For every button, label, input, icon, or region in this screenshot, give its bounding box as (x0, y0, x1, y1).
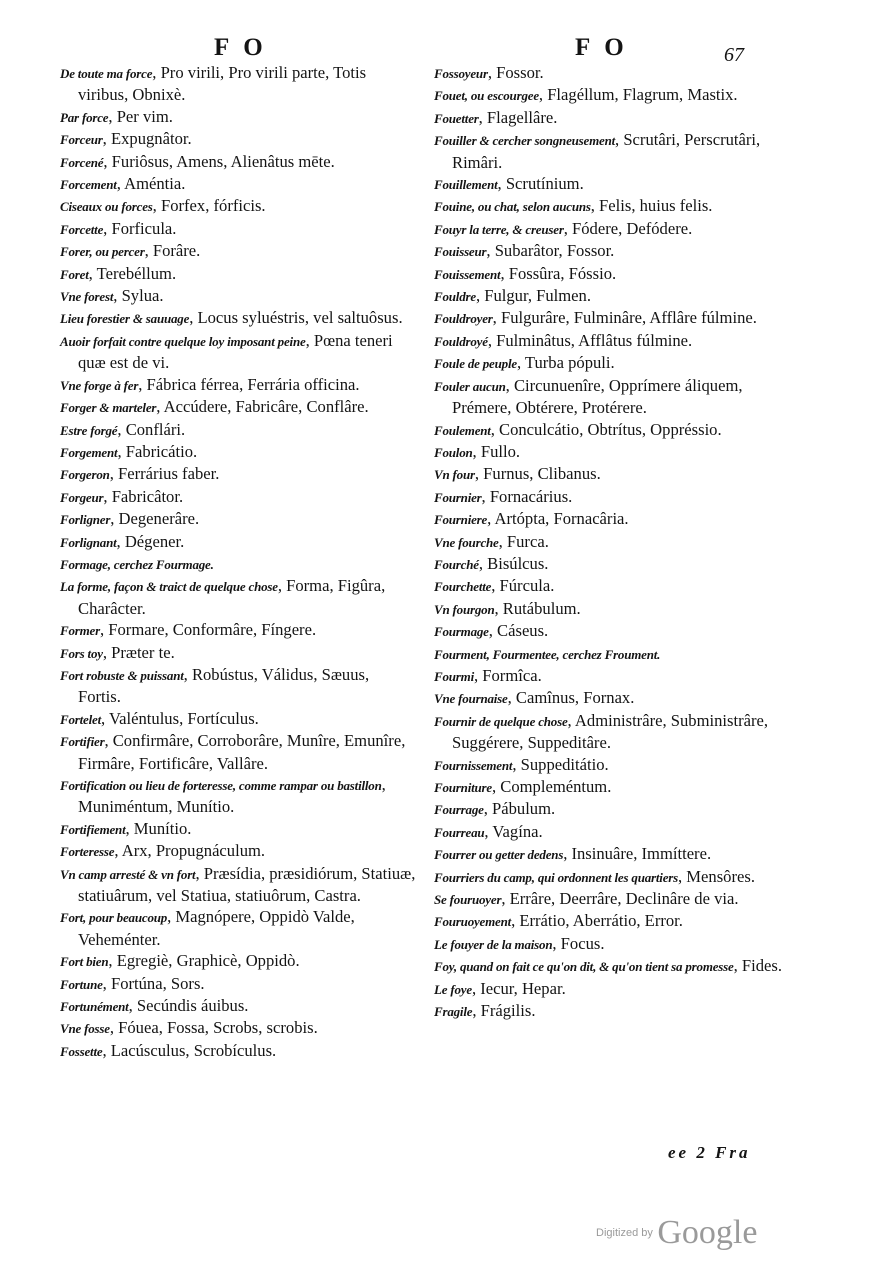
entry-translation: , Valéntulus, Fortículus. (101, 708, 259, 728)
entry-headword: Foulement (434, 422, 491, 438)
entry-translation: , Suppeditátio. (512, 754, 609, 774)
entry-headword: Vne fourche (434, 534, 499, 550)
dictionary-entry (60, 664, 416, 708)
entry-translation: , Pœna teneri quæ est de vi. (78, 330, 393, 373)
dictionary-entry (434, 776, 786, 798)
entry-headword: Fouillement (434, 177, 498, 193)
entry-headword: Forteresse (60, 844, 115, 860)
entry-headword: Lieu forestier & sauuage (60, 311, 190, 327)
dictionary-entry (60, 330, 416, 374)
entry-headword: Fouldroyé (434, 333, 488, 349)
dictionary-entry (434, 84, 786, 106)
entry-headword: De toute ma force (60, 66, 153, 81)
entry-translation: , Degenerâre. (110, 509, 200, 529)
entry-headword: Fourrage (434, 802, 484, 818)
entry-translation: , Améntia. (116, 174, 186, 194)
dictionary-entry (434, 463, 786, 485)
entry-headword: Fouisseur (434, 244, 487, 260)
entry-translation: , Felis, huius felis. (590, 196, 713, 216)
entry-headword: Fourment, Fourmentee, cerchez Froument. (434, 646, 661, 662)
dictionary-entry (60, 486, 416, 508)
entry-headword: Auoir forfait contre quelque loy imposant peine (60, 333, 306, 349)
entry-translation: , Vagína. (484, 821, 543, 841)
entry-headword: Fourreau (434, 824, 485, 840)
dictionary-entry (434, 173, 786, 195)
entry-headword: Vne forest (60, 289, 114, 305)
dictionary-entry (434, 195, 786, 217)
google-logo: Google (657, 1214, 758, 1251)
entry-headword: Formage, cerchez Fourmage. (60, 556, 214, 572)
dictionary-entry (434, 441, 786, 463)
entry-headword: Fourchette (434, 579, 492, 595)
entry-headword: Fors toy (60, 645, 103, 661)
dictionary-entry (60, 1017, 416, 1039)
entry-headword: Fouruoyement (434, 914, 512, 930)
entry-translation: , Forâre. (144, 241, 201, 261)
dictionary-entry (434, 798, 786, 820)
entry-headword: Vn fourgon (434, 601, 495, 617)
entry-headword: Fort bien (60, 954, 109, 970)
entry-translation: , Præsídia, præsidiórum, Statiuæ, statiuârum, vel Statiua, statiuôrum, Castra. (78, 863, 416, 906)
entry-translation: , Fulgur, Fulmen. (475, 286, 591, 306)
entry-translation: , Circunuenîre, Opprímere áliquem, Prémere, Obtérere, Protérere. (452, 375, 743, 418)
dictionary-entry (60, 818, 416, 840)
dictionary-entry (60, 396, 416, 418)
entry-translation: , Egregiè, Graphicè, Oppidò. (108, 951, 300, 971)
entry-translation: , Pábulum. (483, 799, 556, 819)
entry-headword: Foulon (434, 444, 473, 460)
entry-headword: Fortifier (60, 734, 105, 750)
dictionary-entry (60, 708, 416, 730)
entry-translation: , Fúrcula. (491, 576, 555, 596)
dictionary-entry (60, 307, 416, 329)
dictionary-entry (434, 553, 786, 575)
entry-headword: Forlignant (60, 534, 117, 550)
entry-translation: , Flagellâre. (478, 107, 558, 127)
entry-headword: Fouldroyer (434, 311, 493, 327)
entry-headword: Fournier (434, 489, 482, 505)
entry-headword: Fouissement (434, 266, 501, 282)
watermark-caption: Digitized by (596, 1227, 653, 1239)
entry-translation: , Terebéllum. (88, 263, 177, 283)
dictionary-entry (434, 978, 786, 1000)
entry-headword: Former (60, 623, 100, 639)
dictionary-entry (60, 906, 416, 950)
entry-translation: , Arx, Propugnáculum. (114, 841, 266, 861)
entry-translation: , Forfex, fórficis. (152, 196, 266, 216)
entry-translation: , Camînus, Fornax. (507, 688, 635, 708)
entry-headword: Fourmi (434, 668, 474, 684)
entry-headword: La forme, façon & traict de quelque chose (60, 579, 278, 595)
entry-headword: Forgeron (60, 467, 110, 483)
dictionary-entry (60, 463, 416, 485)
entry-headword: Fortunément (60, 999, 129, 1015)
dictionary-entry (434, 575, 786, 597)
entry-translation: , Expugnâtor. (102, 129, 192, 149)
entry-headword: Vn four (434, 467, 475, 483)
entry-translation: , Iecur, Hepar. (471, 978, 566, 998)
entry-headword: Fourniture (434, 780, 492, 795)
entry-headword: Fourrer ou getter dedens (434, 847, 564, 863)
entry-headword: Fortification ou lieu de forteresse, comme rampar ou bastillon (60, 778, 382, 793)
dictionary-entry (60, 840, 416, 862)
dictionary-entry (60, 642, 416, 664)
entry-translation: , Formare, Conformâre, Fíngere. (99, 620, 317, 640)
dictionary-entry (60, 619, 416, 641)
entry-headword: Vne fosse (60, 1021, 110, 1037)
dictionary-entry (434, 62, 786, 84)
entry-translation: , Furiôsus, Amens, Alienâtus mēte. (103, 151, 335, 171)
entry-translation: , Fossûra, Fóssio. (500, 263, 617, 283)
entry-translation: , Scrutâri, Perscrutâri, Rimâri. (452, 130, 761, 172)
entry-translation: , Ferrárius faber. (109, 464, 220, 484)
entry-headword: Fouiller & cercher songneusement (434, 133, 616, 149)
entry-translation: , Frágilis. (472, 1001, 536, 1021)
entry-translation: , Fulminâtus, Afflâtus fúlmine. (487, 330, 693, 350)
entry-translation: , Bisúlcus. (478, 553, 549, 573)
dictionary-entry (434, 710, 786, 754)
dictionary-entry (434, 129, 786, 173)
entry-headword: Se fouruoyer (434, 892, 502, 908)
dictionary-entry (434, 240, 786, 262)
entry-headword: Fortifiement (60, 821, 126, 837)
dictionary-entry (434, 821, 786, 843)
entry-headword: Ciseaux ou forces (60, 199, 153, 215)
entry-translation: , Fornacárius. (481, 486, 573, 506)
dictionary-entry (60, 374, 416, 396)
dictionary-entry (434, 263, 786, 285)
entry-headword: Le foye (434, 981, 472, 997)
entry-translation: , Dégener. (116, 531, 185, 551)
dictionary-entry (60, 173, 416, 195)
entry-translation: , Focus. (552, 933, 605, 953)
entry-headword: Foret (60, 266, 89, 282)
dictionary-entry (434, 866, 786, 888)
entry-headword: Fort robuste & puissant (60, 667, 184, 683)
dictionary-entry (60, 106, 416, 128)
entry-translation: , Secúndis áuibus. (128, 996, 249, 1016)
entry-headword: Fouine, ou chat, selon aucuns (434, 199, 591, 215)
dictionary-entry (60, 62, 416, 106)
entry-translation: , Præter te. (102, 642, 175, 662)
dictionary-entry (60, 128, 416, 150)
entry-translation: , Artópta, Fornacâria. (487, 509, 629, 529)
dictionary-entry (434, 508, 786, 530)
entry-translation: , Conculcátio, Obtrítus, Oppréssio. (490, 419, 722, 439)
entry-translation: , Fossor. (487, 63, 544, 82)
entry-translation: , Munítio. (125, 818, 192, 838)
dictionary-entry (60, 774, 416, 818)
dictionary-entry (434, 687, 786, 709)
entry-headword: Fort, pour beaucoup (60, 910, 168, 926)
entry-translation: , Per vim. (108, 106, 173, 126)
entry-headword: Forcette (60, 221, 104, 237)
entry-headword: Fournir de quelque chose (434, 713, 568, 729)
entry-headword: Fossette (60, 1043, 103, 1059)
entry-translation: , Compleméntum. (491, 777, 612, 796)
dictionary-entry (60, 441, 416, 463)
running-head-left: FO (214, 34, 277, 61)
page-number: 67 (724, 44, 744, 66)
entry-translation: , Conflári. (117, 419, 186, 439)
dictionary-entry (434, 285, 786, 307)
entry-headword: Par force (60, 109, 109, 125)
entry-translation: , Fortúna, Sors. (102, 973, 205, 993)
entry-headword: Estre forgé (60, 422, 118, 438)
entry-headword: Fortune (60, 976, 103, 992)
dictionary-entry (434, 307, 786, 329)
running-head-right: FO (575, 34, 638, 61)
entry-translation: , Scrutínium. (497, 174, 584, 194)
dictionary-entry (434, 643, 786, 665)
entry-translation: , Fábrica férrea, Ferrária officina. (138, 374, 360, 394)
entry-translation: , Rutábulum. (494, 598, 581, 618)
dictionary-entry (434, 665, 786, 687)
dictionary-entry (60, 285, 416, 307)
entry-headword: Forceur (60, 132, 103, 148)
entry-headword: Forger & marteler (60, 400, 157, 416)
entry-headword: Fouler aucun (434, 378, 506, 394)
entry-translation: , Mensôres. (678, 866, 755, 886)
dictionary-entry (434, 598, 786, 620)
dictionary-entry (434, 330, 786, 352)
entry-headword: Fourché (434, 556, 479, 572)
right-column (434, 62, 786, 1022)
dictionary-entry (434, 486, 786, 508)
entry-headword: Forer, ou percer (60, 244, 145, 260)
entry-translation: , Confirmâre, Corroborâre, Munîre, Emunîre, Firmâre, Fortificâre, Vallâre. (78, 731, 406, 773)
entry-headword: Forgement (60, 444, 118, 460)
entry-translation: , Formîca. (473, 665, 542, 685)
dictionary-entry (434, 620, 786, 642)
entry-translation: , Forma, Figûra, Charâcter. (78, 576, 386, 618)
entry-translation: , Cáseus. (488, 621, 549, 641)
dictionary-entry (434, 843, 786, 865)
dictionary-entry (60, 730, 416, 774)
entry-translation: , Muniméntum, Munítio. (78, 775, 386, 817)
dictionary-entry (60, 995, 416, 1017)
dictionary-entry (60, 419, 416, 441)
entry-translation: , Lacúsculus, Scrobículus. (102, 1040, 277, 1060)
entry-headword: Fourniere (434, 512, 488, 528)
entry-headword: Vne fournaise (434, 691, 508, 707)
entry-headword: Foule de peuple (434, 356, 517, 372)
entry-translation: , Fóuea, Fossa, Scrobs, scrobis. (109, 1018, 318, 1038)
entry-translation: , Errâre, Deerrâre, Declinâre de via. (501, 889, 739, 909)
entry-headword: Le fouyer de la maison (434, 936, 553, 952)
left-column (60, 62, 416, 1062)
dictionary-entry (60, 950, 416, 972)
entry-headword: Vne forge à fer (60, 377, 139, 393)
dictionary-entry (60, 973, 416, 995)
dictionary-entry (60, 575, 416, 619)
entry-translation: , Furnus, Clibanus. (474, 464, 601, 484)
entry-headword: Fragile (434, 1004, 473, 1020)
dictionary-entry (434, 910, 786, 932)
entry-translation: , Magnópere, Oppidò Valde, Veheménter. (78, 907, 355, 949)
dictionary-entry (434, 955, 786, 977)
entry-headword: Forligner (60, 512, 111, 528)
entry-translation: , Administrâre, Subministrâre, Suggérere, Suppeditâre. (452, 710, 769, 753)
dictionary-entry (434, 419, 786, 441)
dictionary-entry (60, 218, 416, 240)
entry-translation: , Robústus, Válidus, Sæuus, Fortis. (78, 664, 370, 707)
dictionary-entry (60, 531, 416, 553)
entry-headword: Fouyr la terre, & creuser (434, 221, 564, 237)
entry-headword: Forgeur (60, 489, 104, 505)
entry-headword: Fouetter (434, 110, 479, 126)
dictionary-entry (60, 553, 416, 575)
entry-translation: , Fódere, Defódere. (563, 218, 693, 238)
dictionary-entry (60, 151, 416, 173)
entry-translation: , Subarâtor, Fossor. (486, 241, 615, 261)
entry-translation: , Furca. (498, 531, 549, 551)
entry-headword: Fournissement (434, 757, 513, 773)
dictionary-entry (60, 195, 416, 217)
entry-headword: Forcement (60, 177, 117, 193)
entry-headword: Foy, quand on fait ce qu'on dit, & qu'on tient sa promesse (434, 959, 734, 975)
dictionary-entry (60, 863, 416, 907)
entry-translation: , Turba pópuli. (516, 353, 615, 373)
entry-translation: , Errátio, Aberrátio, Error. (511, 911, 683, 931)
entry-translation: , Fabricâtor. (103, 486, 184, 506)
dictionary-entry (434, 1000, 786, 1022)
entry-translation: , Locus syluéstris, vel saltuôsus. (189, 308, 403, 328)
digitized-watermark (596, 1214, 757, 1252)
entry-translation: , Pro virili, Pro virili parte, Totis viribus, Obnixè. (78, 63, 367, 105)
entry-translation: , Forficula. (103, 218, 177, 238)
entry-headword: Fouldre (434, 289, 476, 305)
entry-headword: Forcené (60, 154, 104, 170)
entry-translation: , Fabricátio. (117, 441, 198, 461)
entry-translation: , Sylua. (113, 286, 164, 306)
dictionary-entry (60, 240, 416, 262)
entry-translation: , Fulgurâre, Fulminâre, Afflâre fúlmine. (492, 308, 757, 328)
dictionary-entry (434, 888, 786, 910)
catchword: ee 2 Fra (668, 1143, 751, 1162)
entry-translation: , Flagéllum, Flagrum, Mastix. (538, 85, 738, 105)
dictionary-entry (434, 107, 786, 129)
dictionary-entry (434, 218, 786, 240)
dictionary-entry (60, 508, 416, 530)
entry-headword: Fourmage (434, 624, 489, 640)
dictionary-entry (60, 1040, 416, 1062)
entry-translation: , Accúdere, Fabricâre, Conflâre. (156, 397, 369, 417)
dictionary-entry (434, 933, 786, 955)
dictionary-entry (434, 754, 786, 776)
entry-headword: Fossoyeur (434, 66, 488, 81)
dictionary-entry (60, 263, 416, 285)
dictionary-entry (434, 352, 786, 374)
entry-headword: Vn camp arresté & vn fort (60, 866, 196, 882)
dictionary-entry (434, 375, 786, 419)
entry-translation: , Fullo. (472, 441, 521, 461)
dictionary-entry (434, 531, 786, 553)
entry-translation: , Insinuâre, Immíttere. (563, 844, 712, 864)
entry-translation: , Fides. (733, 956, 783, 976)
entry-headword: Fourriers du camp, qui ordonnent les quartiers (434, 869, 678, 885)
entry-headword: Fouet, ou escourgee (434, 88, 539, 104)
entry-headword: Fortelet (60, 711, 102, 727)
